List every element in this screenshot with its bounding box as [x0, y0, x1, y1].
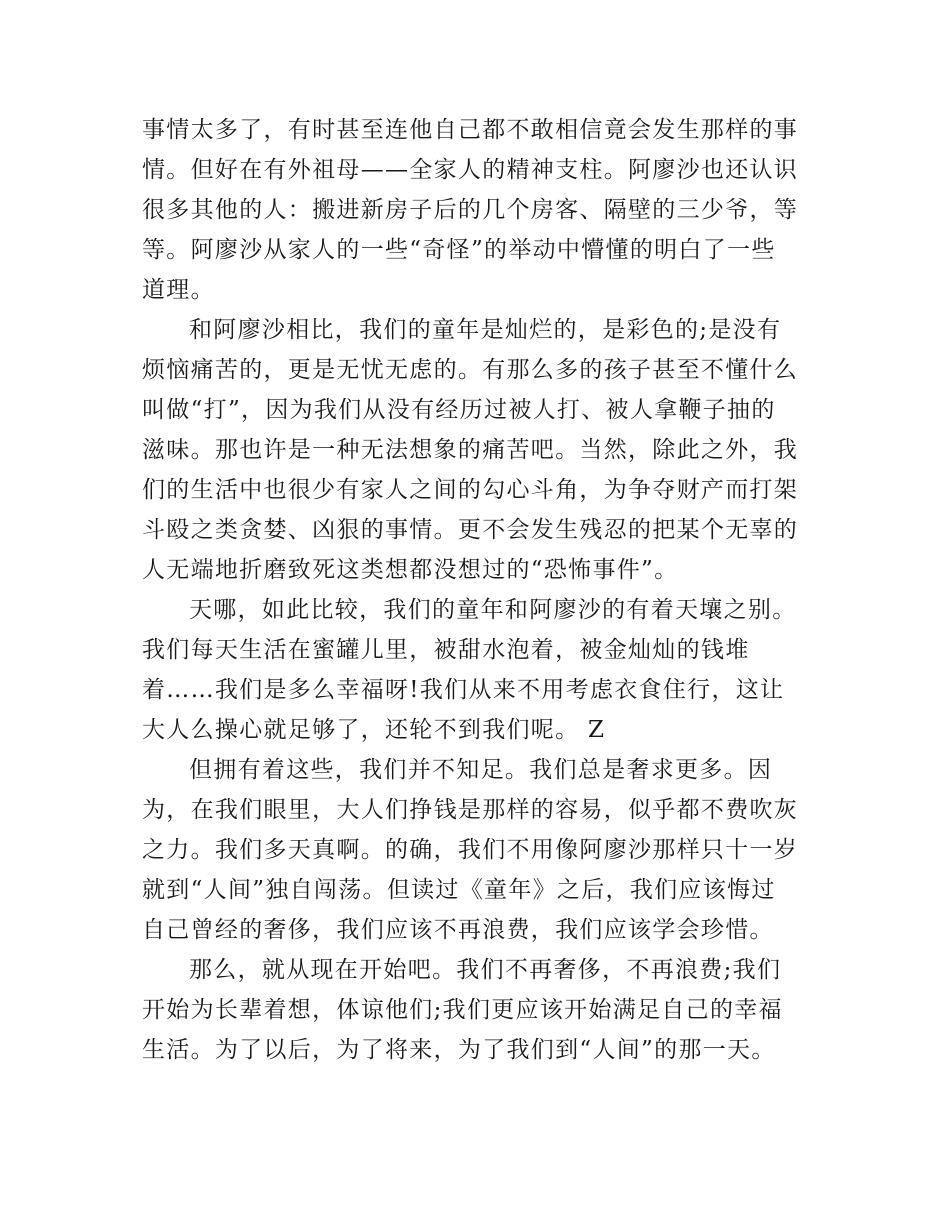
paragraph-line: 等。阿廖沙从家人的一些“奇怪”的举动中懵懂的明白了一些 — [142, 237, 776, 263]
paragraph-line: 们的生活中也很少有家人之间的勾心斗角，为争夺财产而打架 — [142, 477, 799, 503]
paragraph-line: 滋味。那也许是一种无法想象的痛苦吧。当然，除此之外，我 — [142, 437, 799, 463]
paragraph-line: 之力。我们多天真啊。的确，我们不用像阿廖沙那样只十一岁 — [142, 837, 799, 863]
paragraph-4 — [142, 750, 814, 950]
paragraph-line: 着……我们是多么幸福呀!我们从来不用考虑衣食住行，这让 — [142, 677, 785, 703]
paragraph-line: 很多其他的人：搬进新房子后的几个房客、隔壁的三少爷，等 — [142, 197, 799, 223]
paragraph-line: 生活。为了以后，为了将来，为了我们到“人间”的那一天。 — [142, 1037, 776, 1063]
paragraph-line: 我们每天生活在蜜罐儿里，被甜水泡着，被金灿灿的钱堆 — [142, 637, 750, 663]
paragraph-line: 就到“人间”独自闯荡。但读过《童年》之后，我们应该悔过 — [142, 877, 776, 903]
paragraph-3 — [142, 590, 814, 750]
paragraph-line: 但拥有着这些，我们并不知足。我们总是奢求更多。因 — [189, 757, 773, 783]
paragraph-line: 人无端地折磨致死这类想都没想过的“恐怖事件”。 — [142, 557, 679, 583]
paragraph-line: 开始为长辈着想，体谅他们;我们更应该开始满足自己的幸福 — [142, 997, 783, 1023]
paragraph-line: 烦恼痛苦的，更是无忧无虑的。有那么多的孩子甚至不懂什么 — [142, 357, 799, 383]
body-text — [142, 110, 814, 1070]
paragraph-1 — [142, 110, 814, 310]
paragraph-2 — [142, 310, 814, 590]
paragraph-line: 事情太多了，有时甚至连他自己都不敢相信竟会发生那样的事 — [142, 117, 799, 143]
paragraph-line: 斗殴之类贪婪、凶狠的事情。更不会发生残忍的把某个无辜的 — [142, 517, 799, 543]
paragraph-line: 和阿廖沙相比，我们的童年是灿烂的，是彩色的;是没有 — [189, 317, 782, 343]
paragraph-line: 情。但好在有外祖母——全家人的精神支柱。阿廖沙也还认识 — [142, 157, 799, 183]
paragraph-line: 大人么操心就足够了，还轮不到我们呢。 Z — [142, 717, 606, 743]
paragraph-line: 那么，就从现在开始吧。我们不再奢侈，不再浪费;我们 — [189, 957, 782, 983]
paragraph-line: 自己曾经的奢侈，我们应该不再浪费，我们应该学会珍惜。 — [142, 917, 774, 943]
paragraph-5 — [142, 950, 814, 1070]
paragraph-line: 道理。 — [142, 277, 215, 303]
paragraph-line: 天哪，如此比较，我们的童年和阿廖沙的有着天壤之别。 — [189, 597, 797, 623]
paragraph-line: 为，在我们眼里，大人们挣钱是那样的容易，似乎都不费吹灰 — [142, 797, 799, 823]
paragraph-line: 叫做“打”，因为我们从没有经历过被人打、被人拿鞭子抽的 — [142, 397, 776, 423]
